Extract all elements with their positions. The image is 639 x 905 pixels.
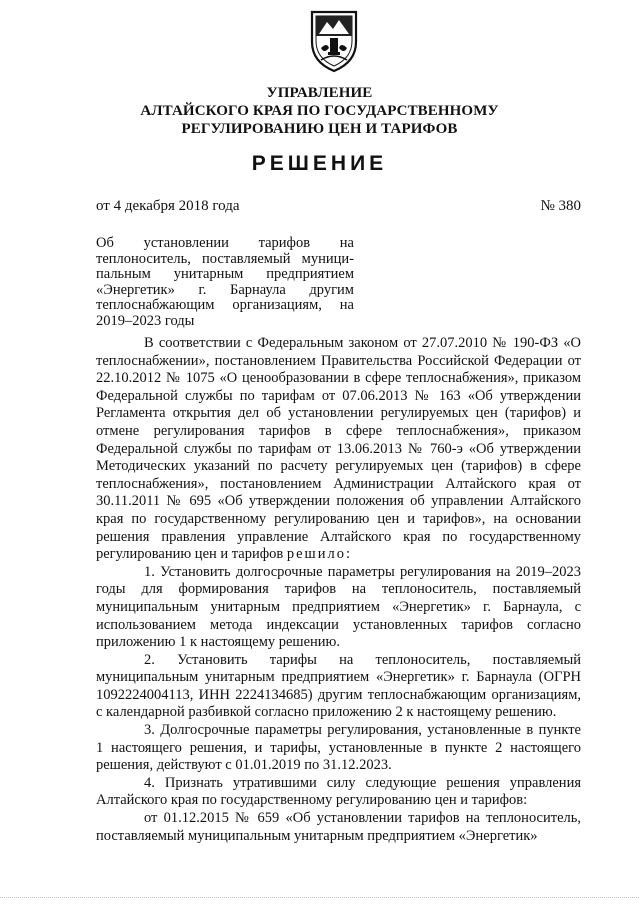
item-4-sub-1-paragraph: от 01.12.2015 № 659 «Об установлении тарифов на теплоноситель, поставляемый муниципальным унитарным предприятием «Энергетик» [96, 810, 581, 844]
org-name-line-1: УПРАВЛЕНИЕ [266, 85, 373, 101]
item-4-paragraph: 4. Признать утратившими силу следующие решения управления Алтайского края по государственному регулированию цен и тарифов: [96, 774, 581, 809]
document-body [96, 335, 581, 845]
document-date: от 4 декабря 2018 года [96, 198, 240, 214]
document-type-title: РЕШЕНИЕ [251, 152, 388, 175]
page-bottom-divider [0, 897, 639, 898]
org-name-line-2: АЛТАЙСКОГО КРАЯ ПО ГОСУДАРСТВЕННОМУ [140, 103, 499, 119]
coat-of-arms-icon [307, 8, 361, 74]
document-number: № 380 [540, 198, 581, 214]
item-3-paragraph: 3. Долгосрочные параметры регулирования, установленные в пункте 1 настоящего решения, и тарифы, установленные в пункте 2 настоящего решения, действуют с 01.01.2019 по 31.12.2023. [96, 722, 581, 774]
preamble-paragraph [96, 335, 581, 564]
item-2-paragraph: 2. Установить тарифы на теплоноситель, поставляемый муниципальным унитарным предприятием «Энергетик» г. Барнаула (ОГРН 1092224004113, ИНН 2224134685) другим теплоснабжающим организациям, с календарной разбивкой согласно приложению 2 к настоящему решению. [96, 651, 581, 721]
item-1-paragraph: 1. Установить долгосрочные параметры регулирования на 2019–2023 годы для формирования тарифов на теплоноситель, поставляемый муниципальным унитарным предприятием «Энергетик» г. Барнаула, с использованием метода индексации установленных тарифов согласно приложению 1 к настоящему решению. [96, 563, 581, 651]
resolved-keyword: решило [286, 546, 346, 563]
preamble-end: : [345, 546, 350, 563]
document-subject: Об установлении тарифов на теплоноситель, поставляемый муниципальным унитарным предприятием «Энергетик» г. Барнаула другим теплоснабжающим организациям, на 2019–2023 годы [96, 235, 354, 329]
preamble-text: В соответствии с Федеральным законом от 27.07.2010 № 190-ФЗ «О теплоснабжении», постановлением Правительства Российской Федерации от 22.10.2012 № 1075 «О ценообразовании в сфере теплоснабжения», приказом Федеральной службы по тарифам от 07.06.2013 № 163 «Об утверждении Регламента открытия дел об установлении регулируемых цен (тарифов) и отмене регулирования тарифов в сфере теплоснабжения», приказом Федеральной службы по тарифам от 13.06.2013 № 760-э «Об утверждении Методических указаний по расчету регулируемых цен (тарифов) в сфере теплоснабжения», постановлением Администрации Алтайского края от 30.11.2011 № 695 «Об утверждении положения об управлении Алтайского края по государственному регулированию цен и тарифов», на основании решения правления управление Алтайского края по государственному регулированию цен и тарифов [96, 335, 581, 563]
org-name-line-3: РЕГУЛИРОВАНИЮ ЦЕН И ТАРИФОВ [181, 121, 458, 137]
